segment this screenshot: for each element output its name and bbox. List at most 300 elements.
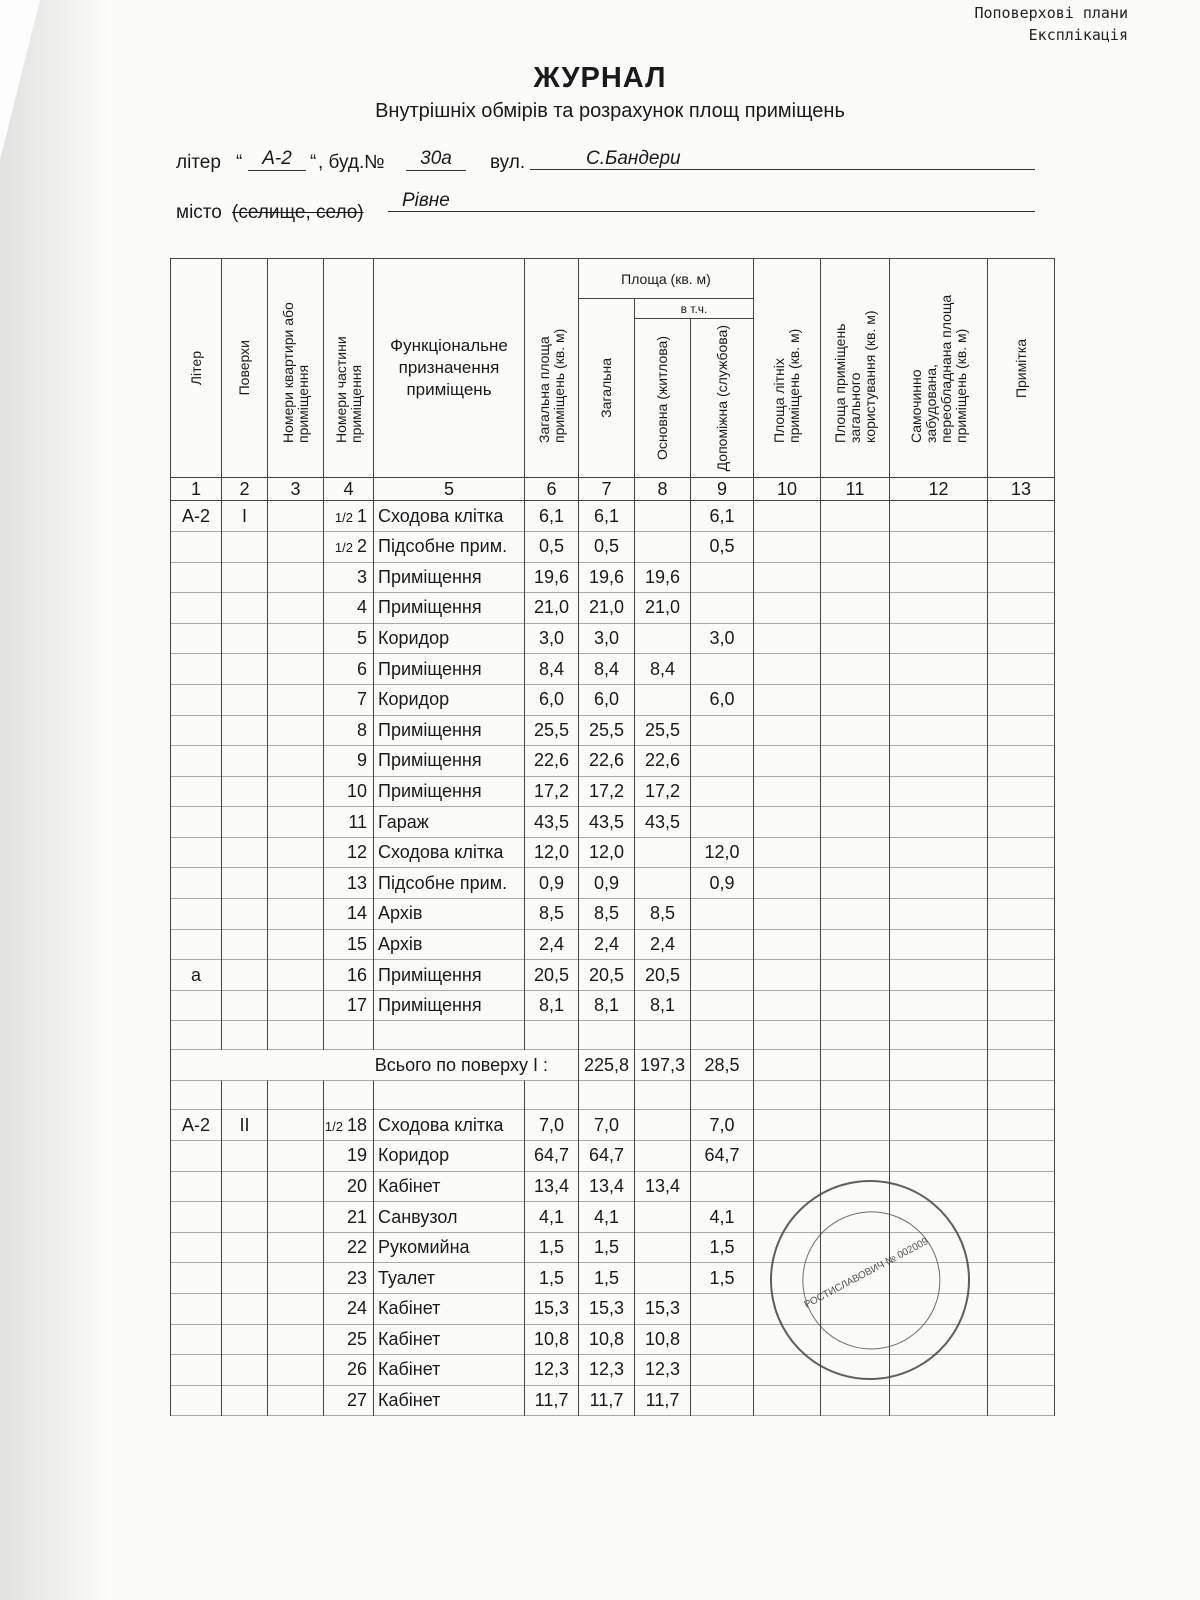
bud-value: 30а [406,148,466,171]
column-number-9: 9 [691,478,754,501]
column-number-1: 1 [171,478,222,501]
cell-summer [754,684,821,715]
cell-part-number [324,746,374,777]
cell-part-number [324,807,374,838]
address-line [176,148,1056,176]
cell-area-aux [691,593,754,624]
cell-area-main: 20,5 [635,960,691,991]
cell-common [821,531,890,562]
cell-self-built [890,715,988,746]
cell-common [821,501,890,532]
cell-function: Рукомийна [374,1232,525,1263]
cell-total-area: 11,7 [525,1385,579,1416]
cell-liter [171,593,222,624]
cell-area-main [635,1202,691,1233]
cell-self-built [890,654,988,685]
cell-function: Підсобне прим. [374,531,525,562]
cell-total-area: 10,8 [525,1324,579,1355]
cell-apt [268,899,324,930]
cell-floor [222,1324,268,1355]
cell-self-built [890,623,988,654]
cell-total-area: 64,7 [525,1141,579,1172]
column-number-13: 13 [988,478,1055,501]
cell-note [988,1232,1055,1263]
cell-area-aux [691,990,754,1021]
cell-summer [754,715,821,746]
table-row [171,837,1055,868]
cell-liter [171,868,222,899]
cell-total-area: 6,1 [525,501,579,532]
cell-area-total: 0,9 [579,868,635,899]
cell-self-built [890,899,988,930]
part-number: 7 [356,689,367,710]
cell-floor [222,1294,268,1325]
cell-liter [171,1385,222,1416]
cell-area-total: 12,0 [579,837,635,868]
journal-subtitle: Внутрішніх обмірів та розрахунок площ приміщень [375,100,845,122]
cell-total-area: 3,0 [525,623,579,654]
cell-function: Коридор [374,1141,525,1172]
cell-apt [268,715,324,746]
header-function: Функціональне призначення приміщень [374,259,525,478]
part-number: 14 [346,903,367,924]
liter-close-quote: “ [310,152,317,173]
table-row [171,776,1055,807]
header-area-main: Основна (житлова) [635,319,691,478]
cell-part-number [324,929,374,960]
cell-function: Коридор [374,623,525,654]
cell-total-area: 2,4 [525,929,579,960]
cell-floor [222,990,268,1021]
part-number: 5 [356,628,367,649]
cell-area-main: 43,5 [635,807,691,838]
cell-self-built [890,807,988,838]
cell-area-main: 21,0 [635,593,691,624]
floor-1-total-row [171,1050,1055,1081]
cell-common [821,623,890,654]
cell-note [988,593,1055,624]
table-row [171,929,1055,960]
cell-part-number [324,654,374,685]
cell-common [821,684,890,715]
cell-liter [171,654,222,685]
cell-floor [222,1202,268,1233]
cell-note [988,1171,1055,1202]
cell-area-aux: 0,9 [691,868,754,899]
cell-part-number [324,1171,374,1202]
part-number: 4 [356,597,367,618]
cell-part-number [324,501,374,532]
cell-area-aux [691,1385,754,1416]
header-floors: Поверхи [222,259,268,478]
table-row [171,684,1055,715]
header-self-built: Самочинно забудована, переобладнана площа приміщень (кв. м) [890,259,988,478]
column-number-4: 4 [324,478,374,501]
column-number-2: 2 [222,478,268,501]
cell-total-area: 15,3 [525,1294,579,1325]
cell-liter [171,1202,222,1233]
cell-function: Туалет [374,1263,525,1294]
cell-liter [171,929,222,960]
column-number-12: 12 [890,478,988,501]
cell-self-built [890,990,988,1021]
column-number-5: 5 [374,478,525,501]
cell-part-number [324,623,374,654]
table-row [171,1110,1055,1141]
cell-area-main: 13,4 [635,1171,691,1202]
cell-area-aux: 3,0 [691,623,754,654]
cell-apt [268,1110,324,1141]
cell-area-aux [691,1171,754,1202]
cell-summer [754,1385,821,1416]
cell-liter [171,1294,222,1325]
part-number: 15 [346,933,367,954]
cell-liter [171,1355,222,1386]
cell-floor [222,531,268,562]
cell-common [821,899,890,930]
cell-apt [268,1324,324,1355]
table-row [171,746,1055,777]
cell-total-area: 4,1 [525,1202,579,1233]
scan-shadow [0,0,110,1600]
part-number: 6 [356,658,367,679]
cell-note [988,623,1055,654]
cell-self-built [890,684,988,715]
cell-self-built [890,1141,988,1172]
corner-caption [974,2,1128,46]
cell-liter [171,837,222,868]
cell-function: Кабінет [374,1355,525,1386]
cell-self-built [890,960,988,991]
cell-area-main [635,1232,691,1263]
cell-function: Архів [374,929,525,960]
cell-self-built [890,593,988,624]
cell-part-number [324,776,374,807]
cell-total-area: 20,5 [525,960,579,991]
floor-1-total-label: Всього по поверху I : [171,1050,579,1081]
cell-total-area: 0,9 [525,868,579,899]
cell-common [821,654,890,685]
part-number: 20 [346,1175,367,1196]
header-apt-numbers: Номери квартири або приміщення [268,259,324,478]
street-value: С.Бандери [530,148,1035,170]
cell-area-total: 2,4 [579,929,635,960]
cell-summer [754,746,821,777]
cell-part-number [324,531,374,562]
cell-part-number [324,1294,374,1325]
table-row [171,623,1055,654]
cell-area-total: 22,6 [579,746,635,777]
cell-apt [268,990,324,1021]
cell-function: Кабінет [374,1324,525,1355]
part-number: 24 [346,1298,367,1319]
street-label: вул. [490,152,526,173]
table-row [171,807,1055,838]
floor-1-total-section [171,1021,1055,1110]
cell-area-aux [691,807,754,838]
cell-apt [268,593,324,624]
cell-liter [171,1171,222,1202]
cell-floor [222,593,268,624]
header-liter: Літер [171,259,222,478]
cell-self-built [890,837,988,868]
cell-function: Архів [374,899,525,930]
header-summer: Площа літніх приміщень (кв. м) [754,259,821,478]
cell-part-number [324,1263,374,1294]
cell-floor [222,1141,268,1172]
cell-area-total: 11,7 [579,1385,635,1416]
part-number: 19 [346,1145,367,1166]
cell-part-number [324,1141,374,1172]
cell-part-number [324,562,374,593]
cell-note [988,1294,1055,1325]
table-row [171,715,1055,746]
floor-1-rows [171,501,1055,1021]
cell-liter [171,807,222,838]
cell-apt [268,1141,324,1172]
cell-common [821,562,890,593]
cell-self-built [890,1110,988,1141]
cell-total-area: 19,6 [525,562,579,593]
cell-floor [222,1171,268,1202]
cell-area-main: 17,2 [635,776,691,807]
cell-area-aux: 4,1 [691,1202,754,1233]
cell-area-aux [691,1294,754,1325]
cell-apt [268,807,324,838]
cell-summer [754,899,821,930]
cell-apt [268,501,324,532]
cell-note [988,746,1055,777]
cell-note [988,990,1055,1021]
cell-area-total: 7,0 [579,1110,635,1141]
cell-floor [222,623,268,654]
cell-floor [222,654,268,685]
cell-function: Підсобне прим. [374,868,525,899]
cell-area-main [635,1141,691,1172]
table-row [171,990,1055,1021]
stamp-inner-ring [778,1187,965,1374]
cell-area-main: 2,4 [635,929,691,960]
cell-area-main [635,1263,691,1294]
cell-area-main [635,501,691,532]
part-number: 1 [356,505,367,526]
cell-common [821,807,890,838]
cell-floor [222,684,268,715]
cell-total-area: 1,5 [525,1263,579,1294]
cell-summer [754,623,821,654]
cell-self-built [890,562,988,593]
cell-function: Приміщення [374,746,525,777]
cell-area-total: 19,6 [579,562,635,593]
cell-total-area: 6,0 [525,684,579,715]
cell-area-total: 8,1 [579,990,635,1021]
part-number: 9 [356,750,367,771]
cell-area-aux [691,899,754,930]
part-number: 26 [346,1359,367,1380]
cell-common [821,715,890,746]
cell-note [988,1263,1055,1294]
cell-floor [222,899,268,930]
column-number-10: 10 [754,478,821,501]
part-number: 23 [346,1267,367,1288]
cell-liter [171,746,222,777]
cell-apt [268,1263,324,1294]
cell-common [821,868,890,899]
cell-summer [754,1171,821,1202]
part-number: 27 [346,1390,367,1411]
header-part-numbers: Номери частини приміщення [324,259,374,478]
cell-common [821,929,890,960]
cell-floor [222,929,268,960]
cell-liter: А-2 [171,1110,222,1141]
cell-area-total: 12,3 [579,1355,635,1386]
cell-floor [222,837,268,868]
table-row [171,1385,1055,1416]
half-fraction: 1/2 [334,540,353,556]
cell-self-built [890,746,988,777]
half-fraction: 1/2 [334,509,353,525]
cell-note [988,1110,1055,1141]
cell-area-main: 15,3 [635,1294,691,1325]
corner-line-1: Поповерхові плани [974,4,1128,22]
bud-label: , буд.№ [318,152,385,173]
cell-part-number [324,990,374,1021]
column-number-8: 8 [635,478,691,501]
table-row [171,1141,1055,1172]
cell-total-area: 22,6 [525,746,579,777]
cell-total-area: 8,1 [525,990,579,1021]
cell-note [988,776,1055,807]
cell-area-main: 12,3 [635,1355,691,1386]
cell-summer [754,531,821,562]
cell-area-total: 8,4 [579,654,635,685]
cell-area-aux [691,746,754,777]
cell-self-built [890,531,988,562]
cell-part-number [324,1355,374,1386]
cell-part-number [324,1385,374,1416]
cell-total-area: 8,4 [525,654,579,685]
cell-floor [222,1355,268,1386]
table-row [171,531,1055,562]
cell-floor [222,1385,268,1416]
cell-self-built [890,1385,988,1416]
liter-value: А-2 [248,148,306,171]
cell-self-built [890,501,988,532]
liter-open-quote: “ [236,152,243,173]
stamp-text: РОСТИСЛАВОВИЧ № 002009 [802,1235,931,1311]
part-number: 22 [346,1237,367,1258]
cell-function: Коридор [374,684,525,715]
cell-area-main: 8,1 [635,990,691,1021]
cell-area-aux [691,1324,754,1355]
column-number-6: 6 [525,478,579,501]
cell-apt [268,654,324,685]
cell-common [821,1110,890,1141]
cell-liter: а [171,960,222,991]
table-row [171,960,1055,991]
column-number-3: 3 [268,478,324,501]
cell-total-area: 1,5 [525,1232,579,1263]
part-number: 2 [356,536,367,557]
cell-note [988,654,1055,685]
cell-area-aux: 12,0 [691,837,754,868]
cell-floor [222,776,268,807]
cell-area-total: 21,0 [579,593,635,624]
cell-summer [754,1110,821,1141]
cell-function: Приміщення [374,990,525,1021]
cell-area-main: 8,4 [635,654,691,685]
cell-function: Кабінет [374,1171,525,1202]
cell-self-built [890,776,988,807]
cell-floor [222,960,268,991]
cell-part-number [324,868,374,899]
cell-area-aux: 6,0 [691,684,754,715]
cell-liter [171,1232,222,1263]
cell-floor [222,868,268,899]
cell-summer [754,929,821,960]
part-number: 18 [346,1114,367,1135]
cell-total-area: 0,5 [525,531,579,562]
cell-area-total: 17,2 [579,776,635,807]
cell-common [821,1385,890,1416]
cell-area-main: 25,5 [635,715,691,746]
cell-floor [222,807,268,838]
cell-area-aux [691,960,754,991]
cell-summer [754,562,821,593]
part-number: 13 [346,872,367,893]
cell-function: Приміщення [374,654,525,685]
cell-total-area: 13,4 [525,1171,579,1202]
cell-note [988,1202,1055,1233]
cell-floor [222,1263,268,1294]
cell-area-total: 0,5 [579,531,635,562]
liter-label: літер [176,152,221,173]
cell-self-built [890,929,988,960]
header-note: Примітка [988,259,1055,478]
cell-liter [171,623,222,654]
cell-area-total: 13,4 [579,1171,635,1202]
city-value: Рівне [388,190,1035,212]
cell-total-area: 25,5 [525,715,579,746]
cell-note [988,684,1055,715]
cell-summer [754,868,821,899]
cell-self-built [890,868,988,899]
cell-function: Приміщення [374,715,525,746]
cell-area-aux: 0,5 [691,531,754,562]
cell-part-number [324,1202,374,1233]
table-row [171,654,1055,685]
table-row [171,899,1055,930]
cell-part-number [324,960,374,991]
part-number: 8 [356,719,367,740]
part-number: 25 [346,1328,367,1349]
cell-liter [171,715,222,746]
cell-note [988,531,1055,562]
table-row [171,501,1055,532]
cell-total-area: 12,3 [525,1355,579,1386]
cell-area-main [635,684,691,715]
cell-apt [268,960,324,991]
cell-liter [171,684,222,715]
cell-apt [268,929,324,960]
cell-area-main [635,623,691,654]
cell-area-total: 10,8 [579,1324,635,1355]
floor-1-total-c8: 197,3 [635,1050,691,1081]
cell-area-total: 3,0 [579,623,635,654]
cell-function: Сходова клітка [374,1110,525,1141]
cell-area-main [635,868,691,899]
cell-note [988,807,1055,838]
